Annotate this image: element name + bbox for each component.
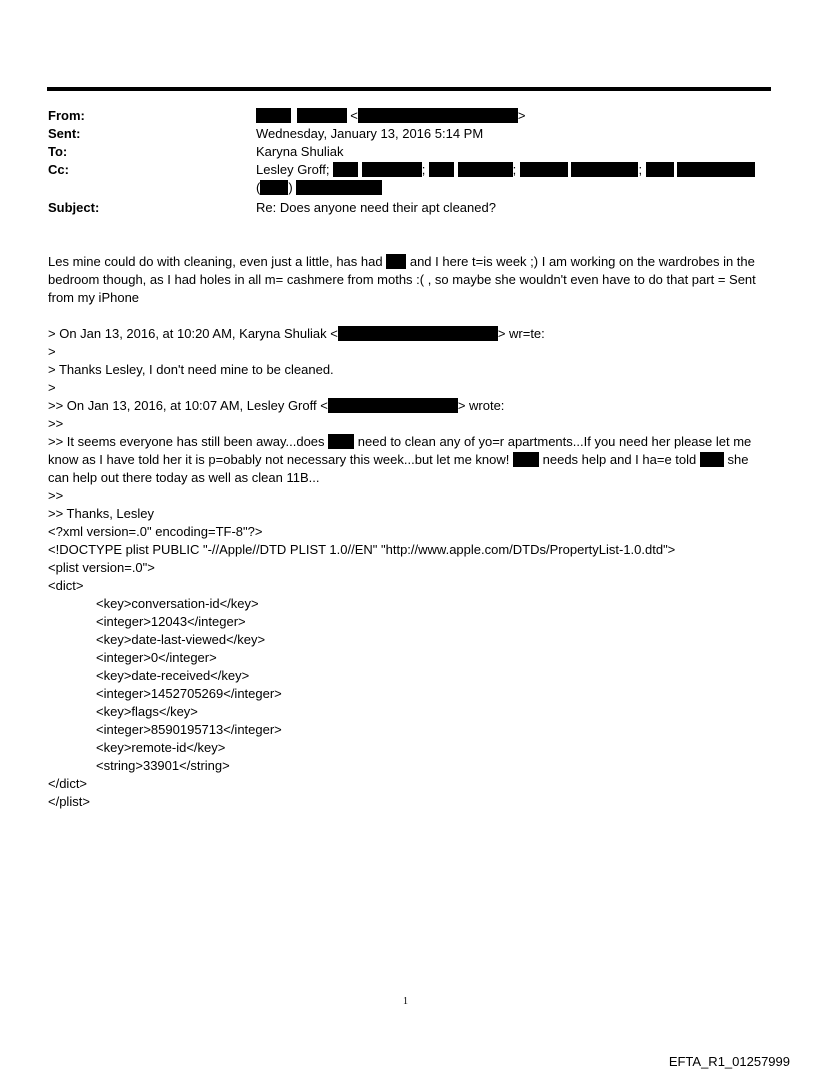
- redaction: [700, 452, 724, 467]
- redaction: [571, 162, 638, 177]
- redaction: [338, 326, 498, 341]
- from-lt: <: [350, 108, 358, 123]
- page-number: 1: [403, 996, 408, 1007]
- xml-line: <key>date-last-viewed</key>: [96, 632, 266, 647]
- quote-text: needs help and I ha=e told: [542, 452, 697, 467]
- redaction: [362, 162, 422, 177]
- xml-line: <string>33901</string>: [96, 758, 230, 773]
- xml-line: </plist>: [48, 794, 90, 809]
- xml-line: <dict>: [48, 578, 84, 593]
- cc-first: Lesley Groff;: [256, 162, 330, 177]
- redaction: [358, 108, 518, 123]
- xml-line: <?xml version=.0" encoding=TF-8"?>: [48, 524, 263, 539]
- xml-line: <key>remote-id</key>: [96, 740, 226, 755]
- redaction: [333, 162, 358, 177]
- xml-line: <!DOCTYPE plist PUBLIC "-//Apple//DTD PLIST 1.0//EN" "http://www.apple.com/DTDs/PropertyList-1.0.dtd">: [48, 542, 676, 557]
- xml-line: <integer>1452705269</integer>: [96, 686, 282, 701]
- cc-value: [256, 162, 755, 177]
- from-value: [256, 108, 525, 123]
- subject-label: Subject:: [48, 200, 100, 215]
- quote-marker: >>: [48, 416, 64, 431]
- cc-value-line2: [256, 180, 382, 195]
- quote-text: >> On Jan 13, 2016, at 10:07 AM, Lesley Groff <: [48, 398, 328, 413]
- from-gt: >: [517, 108, 526, 123]
- xml-line: <key>flags</key>: [96, 704, 198, 719]
- redaction: [677, 162, 755, 177]
- reply-paragraph: [48, 253, 770, 307]
- xml-line: <plist version=.0">: [48, 560, 155, 575]
- quote-text: > wrote:: [457, 398, 505, 413]
- quote-text: >> It seems everyone has still been away...does: [48, 434, 325, 449]
- cc-sep: ;: [512, 162, 517, 177]
- redaction: [260, 180, 288, 195]
- quote-header-2: [48, 397, 770, 415]
- redaction: [646, 162, 674, 177]
- to-value: Karyna Shuliak: [256, 144, 344, 159]
- cc-sep: ;: [638, 162, 643, 177]
- redaction: [520, 162, 568, 177]
- redaction: [296, 180, 382, 195]
- redaction: [513, 452, 539, 467]
- message-body: [48, 253, 770, 811]
- subject-value: Re: Does anyone need their apt cleaned?: [256, 200, 496, 215]
- quote-text: > wr=te:: [497, 326, 545, 341]
- to-label: To:: [48, 144, 68, 159]
- xml-line: <key>date-received</key>: [96, 668, 250, 683]
- cc-label: Cc:: [48, 162, 69, 177]
- cc-paren: (: [256, 180, 261, 195]
- sent-label: Sent:: [48, 126, 81, 141]
- xml-line: </dict>: [48, 776, 88, 791]
- quote-text: > On Jan 13, 2016, at 10:20 AM, Karyna Shuliak <: [48, 326, 338, 341]
- header-rule: [47, 87, 771, 91]
- redaction: [328, 434, 354, 449]
- redaction: [297, 108, 347, 123]
- quote-text: she can help out there today as well as clean 11B...: [48, 452, 749, 485]
- reply-text: Les mine could do with cleaning, even just a little, has had: [48, 254, 383, 269]
- quote-header-1: [48, 325, 770, 343]
- quote-marker: >: [48, 380, 56, 395]
- xml-line: <integer>0</integer>: [96, 650, 217, 665]
- cc-sep: ;: [421, 162, 426, 177]
- quoted-paragraph: [48, 433, 770, 487]
- quote-text: need to clean any of yo=r apartments...If you need her please let me know as I have told her it is p=obably not necessary this week...but let me know!: [48, 434, 752, 467]
- redaction: [256, 108, 291, 123]
- xml-line: <integer>12043</integer>: [96, 614, 246, 629]
- reply-text: and I here t=is week ;) I am working on the wardrobes in the bedroom though, as I had holes in all m= cashmere from moths :( , so maybe she wouldn't even have to do that part = Sent from my iPhone: [48, 254, 756, 305]
- cc-paren: ): [288, 180, 293, 195]
- xml-line: <integer>8590195713</integer>: [96, 722, 282, 737]
- redaction: [429, 162, 454, 177]
- quote-text: > Thanks Lesley, I don't need mine to be cleaned.: [48, 362, 334, 377]
- sent-value: Wednesday, January 13, 2016 5:14 PM: [256, 126, 484, 141]
- from-label: From:: [48, 108, 85, 123]
- bates-number: EFTA_R1_01257999: [668, 1054, 790, 1069]
- quote-marker: >: [48, 344, 56, 359]
- quote-marker: >>: [48, 488, 64, 503]
- redaction: [386, 254, 406, 269]
- redaction: [328, 398, 458, 413]
- quote-text: >> Thanks, Lesley: [48, 506, 154, 521]
- xml-line: <key>conversation-id</key>: [96, 596, 259, 611]
- redaction: [458, 162, 513, 177]
